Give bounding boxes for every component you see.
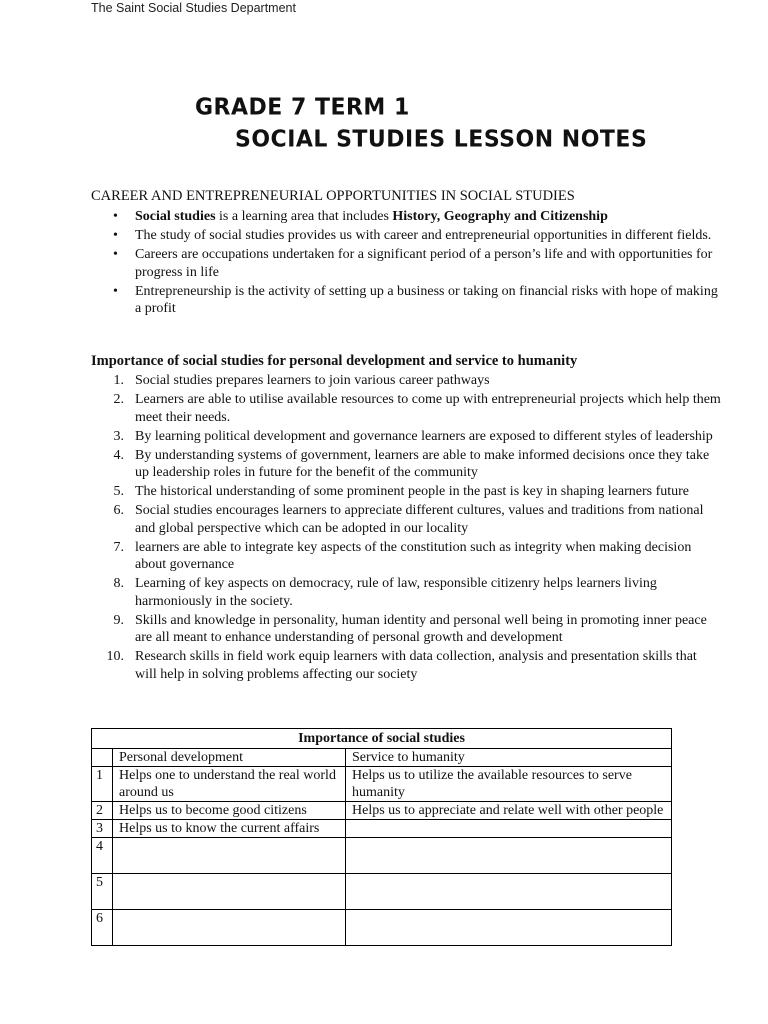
item-text: The historical understanding of some prominent people in the past is key in shaping learners future (135, 484, 690, 499)
list-item (91, 208, 721, 226)
section-heading-importance: Importance of social studies for personal development and service to humanity (91, 353, 578, 369)
bullet-icon: • (113, 209, 118, 224)
row-index: 6 (92, 910, 113, 946)
section-heading-careers: CAREER AND ENTREPRENEURIAL OPPORTUNITIES IN SOCIAL STUDIES (91, 188, 575, 204)
service-cell (346, 838, 672, 874)
table-caption: Importance of social studies (92, 729, 672, 749)
item-text: Skills and knowledge in personality, human identity and personal well being in promoting inner peace are all meant to enhance understanding of personal growth and development (135, 612, 707, 645)
service-cell (346, 910, 672, 946)
item-text: Learners are able to utilise available resources to come up with entrepreneurial projects which help them meet their needs. (135, 392, 721, 425)
item-number: 4. (113, 447, 124, 463)
service-cell (346, 874, 672, 910)
item-text: Learning of key aspects on democracy, rule of law, responsible citizenry helps learners living harmoniously in the society. (135, 576, 657, 609)
row-index: 3 (92, 820, 113, 838)
list-item (91, 447, 721, 482)
list-item (91, 227, 721, 245)
table-row (92, 910, 672, 946)
item-number: 6. (113, 503, 124, 518)
personal-cell (113, 874, 346, 910)
table-row (92, 838, 672, 874)
list-item (91, 575, 721, 610)
bullet-text: is a learning area that includes (215, 209, 393, 224)
table-index-header (92, 749, 113, 767)
list-item (91, 612, 721, 647)
column-header-service: Service to humanity (346, 749, 672, 767)
careers-bullet-list (91, 208, 721, 319)
bullet-icon: • (113, 247, 118, 262)
list-item (91, 372, 721, 390)
personal-cell (113, 838, 346, 874)
personal-cell: Helps us to become good citizens (113, 802, 346, 820)
item-text: learners are able to integrate key aspects of the constitution such as integrity when making decision about governance (135, 539, 692, 572)
item-number: 5. (113, 484, 124, 499)
item-number: 7. (113, 539, 124, 555)
item-text: Research skills in field work equip learners with data collection, analysis and presentation skills that will help in solving problems affecting our society (135, 649, 697, 682)
page-title-subject: SOCIAL STUDIES LESSON NOTES (235, 126, 648, 153)
personal-cell: Helps us to know the current affairs (113, 820, 346, 838)
bullet-bold-lead: Social studies (135, 209, 216, 224)
list-item (91, 539, 721, 574)
list-item (91, 502, 721, 537)
table-row (92, 820, 672, 838)
column-header-personal: Personal development (113, 749, 346, 767)
item-text: Social studies prepares learners to join various career pathways (135, 373, 490, 388)
personal-cell: Helps one to understand the real world around us (113, 767, 346, 802)
row-index: 1 (92, 767, 113, 802)
table-row (92, 802, 672, 820)
page-title-grade: GRADE 7 TERM 1 (195, 94, 410, 121)
item-text: Social studies encourages learners to appreciate different cultures, values and traditions from national and global perspective which can be adopted in our locality (135, 503, 704, 536)
row-index: 4 (92, 838, 113, 874)
bullet-icon: • (113, 283, 118, 299)
list-item (91, 428, 721, 446)
personal-cell (113, 910, 346, 946)
bullet-text: Careers are occupations undertaken for a significant period of a person’s life and with opportunities for progress in life (135, 247, 713, 280)
list-item (91, 391, 721, 426)
row-index: 5 (92, 874, 113, 910)
table-row (92, 767, 672, 802)
list-item (91, 283, 721, 318)
item-number: 3. (113, 428, 124, 444)
bullet-icon: • (113, 228, 118, 243)
department-header: The Saint Social Studies Department (91, 1, 296, 15)
item-number: 10. (106, 649, 124, 664)
importance-numbered-list (91, 372, 721, 685)
list-item (91, 648, 721, 683)
row-index: 2 (92, 802, 113, 820)
item-text: By learning political development and governance learners are exposed to different styles of leadership (135, 428, 713, 444)
bullet-text: Entrepreneurship is the activity of setting up a business or taking on financial risks with hope of making a profit (135, 283, 718, 316)
service-cell: Helps us to appreciate and relate well with other people (346, 802, 672, 820)
service-cell (346, 820, 672, 838)
item-number: 2. (113, 392, 124, 407)
service-cell: Helps us to utilize the available resources to serve humanity (346, 767, 672, 802)
item-number: 9. (113, 612, 124, 628)
bullet-text: The study of social studies provides us with career and entrepreneurial opportunities in different fields. (135, 228, 712, 243)
list-item (91, 483, 721, 501)
importance-table (91, 728, 672, 946)
item-text: By understanding systems of government, learners are able to make informed decisions once they take up leadership roles in future for the benefit of the community (135, 447, 710, 480)
table-row (92, 874, 672, 910)
item-number: 1. (113, 373, 124, 388)
bullet-bold-tail: History, Geography and Citizenship (392, 209, 608, 224)
item-number: 8. (113, 576, 124, 591)
list-item (91, 246, 721, 281)
